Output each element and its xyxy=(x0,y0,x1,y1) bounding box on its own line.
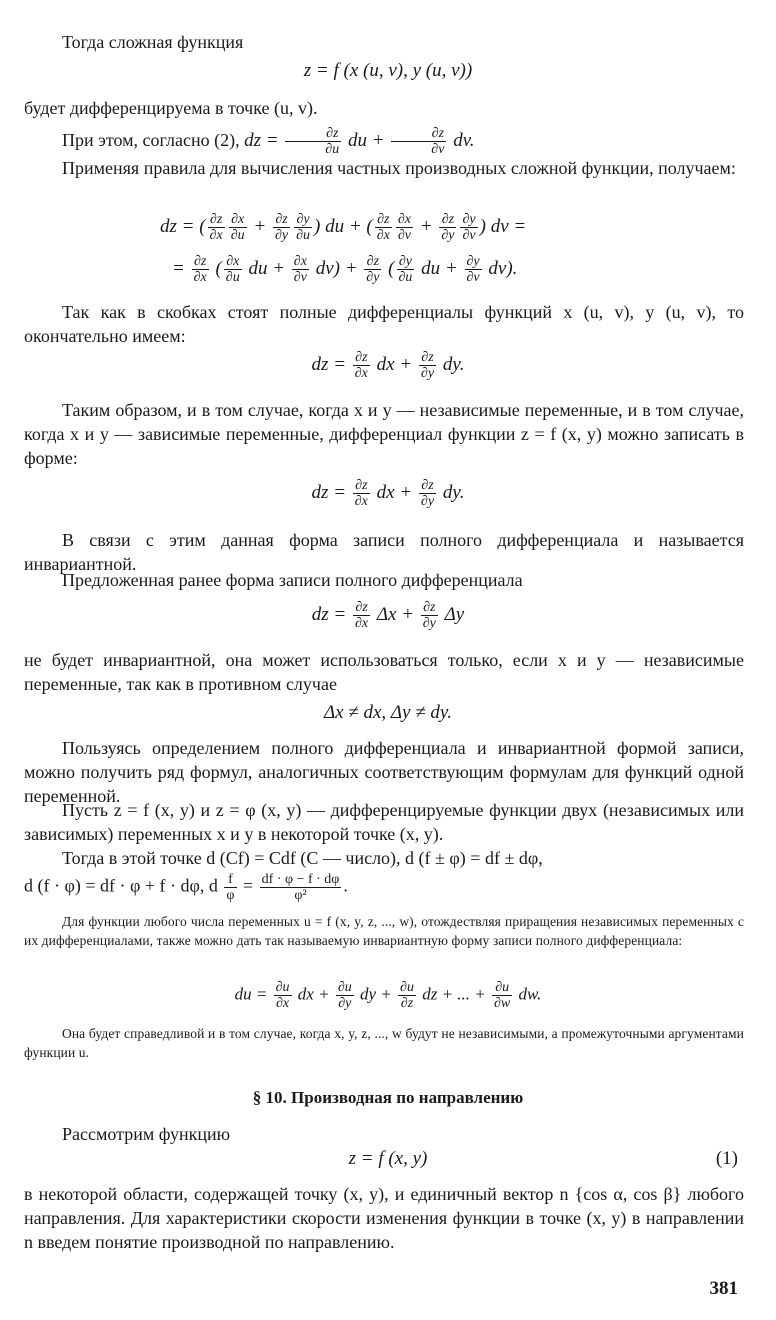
section-heading: § 10. Производная по направлению xyxy=(252,1088,524,1107)
paragraph: Так как в скобках стоят полные дифференциалы функций x (u, v), y (u, v), то окончательно имеем: xyxy=(24,302,744,346)
small-print-note: Для функции любого числа переменных u = f (x, y, z, ..., w), отождествляя приращения независимых переменных с их дифференциалами, также можно дать так называемую инвариантную форму записи полного дифференциала: xyxy=(24,914,744,948)
paragraph-text: d (f · φ) = df · φ + f · dφ, d xyxy=(24,875,218,896)
formula-function: z = f (x, y) xyxy=(348,1148,428,1169)
paragraph: Предложенная ранее форма записи полного дифференциала xyxy=(62,570,523,590)
formula-dz: dz = $\frac{\partial z}{\partial u}$ du + $\frac{\partial z}{\partial v}$ dv. xyxy=(244,126,475,157)
formula-total-differential: dz = $\frac{\partial z}{\partial x}$ dx + $\frac{\partial z}{\partial y}$ dy. xyxy=(311,350,465,381)
paragraph xyxy=(24,126,744,157)
paragraph: Рассмотрим функцию xyxy=(62,1124,231,1144)
formula-invariant-form: du = $\frac{\partial u}{\partial x}$ dx + $\frac{\partial u}{\partial y}$ dy + $\frac{\partial u}{\partial z}$ dz + ... + $\frac{\partial u}{\partial w}$ dw. xyxy=(234,980,542,1011)
paragraph: В связи с этим данная форма записи полного дифференциала и называется инвариантной. xyxy=(24,530,744,574)
small-print-note: Она будет справедливой и в том случае, когда x, y, z, ..., w будут не независимыми, а промежуточными аргументами функции u. xyxy=(24,1026,744,1060)
paragraph-text: При этом, согласно (2), xyxy=(62,129,240,150)
formula-dz-expanded-1: dz = ( $\frac{\partial z}{\partial x}$ $\frac{\partial x}{\partial u}$ + $\frac{\partial z}{\partial y}$ $\frac{\partial y}{\partial u}$ ) du + ( $\frac{\partial z}{\partial x}$ $\frac{\partial x}{\partial v}$ + $\frac{\partial z}{\partial y}$ $\frac{\partial y}{\partial v}$ ) dv = xyxy=(160,212,527,243)
formula-increment-form: dz = $\frac{\partial z}{\partial x}$ Δx + $\frac{\partial z}{\partial y}$ Δy xyxy=(311,600,465,631)
paragraph: d (f · φ) = df · φ + f · dφ, d $\frac{f}{\varphi}$ = $\frac{df \cdot \varphi - f \cdot d\varphi}{\text{φ²}}$ . xyxy=(24,872,348,903)
paragraph: Тогда сложная функция xyxy=(62,32,244,52)
paragraph: Пусть z = f (x, y) и z = φ (x, y) — дифференцируемые функции двух (независимых или зависимых) переменных x и y в некоторой точке (x, y). xyxy=(24,800,744,844)
formula-total-differential: dz = $\frac{\partial z}{\partial x}$ dx + $\frac{\partial z}{\partial y}$ dy. xyxy=(311,478,465,509)
paragraph: Тогда в этой точке d (Cf) = Cdf (C — число), d (f ± φ) = df ± dφ, xyxy=(62,848,543,868)
paragraph: не будет инвариантной, она может использоваться только, если x и y — независимые переменные, так как в противном случае xyxy=(24,650,744,694)
paragraph: в некоторой области, содержащей точку (x, y), и единичный вектор n {cos α, cos β} любого направления. Для характеристики скорости изменения функции в точке (x, y) в направлении n введем понятие производной по направлению. xyxy=(24,1184,744,1252)
paragraph: Таким образом, и в том случае, когда x и y — независимые переменные, и в том случае, когда x и y — зависимые переменные, дифференциал функции z = f (x, y) можно записать в форме: xyxy=(24,400,744,468)
paragraph: будет дифференцируема в точке (u, v). xyxy=(24,98,318,118)
paragraph: Применяя правила для вычисления частных производных сложной функции, получаем: xyxy=(62,158,736,178)
formula-inequality: Δx ≠ dx, Δy ≠ dy. xyxy=(323,702,453,723)
formula-dz-expanded-2: = $\frac{\partial z}{\partial x}$ ( $\frac{\partial x}{\partial u}$ du + $\frac{\partial x}{\partial v}$ dv) + $\frac{\partial z}{\partial y}$ ( $\frac{\partial y}{\partial u}$ du + $\frac{\partial y}{\partial v}$ dv). xyxy=(172,254,518,285)
page-number: 381 xyxy=(709,1278,738,1299)
formula-composite-function: z = f (x (u, v), y (u, v)) xyxy=(303,60,473,81)
paragraph: Пользуясь определением полного дифференциала и инвариантной формой записи, можно получить ряд формул, аналогичных соответствующим формулам для функций одной переменной. xyxy=(24,738,744,806)
equation-number: (1) xyxy=(715,1148,738,1169)
